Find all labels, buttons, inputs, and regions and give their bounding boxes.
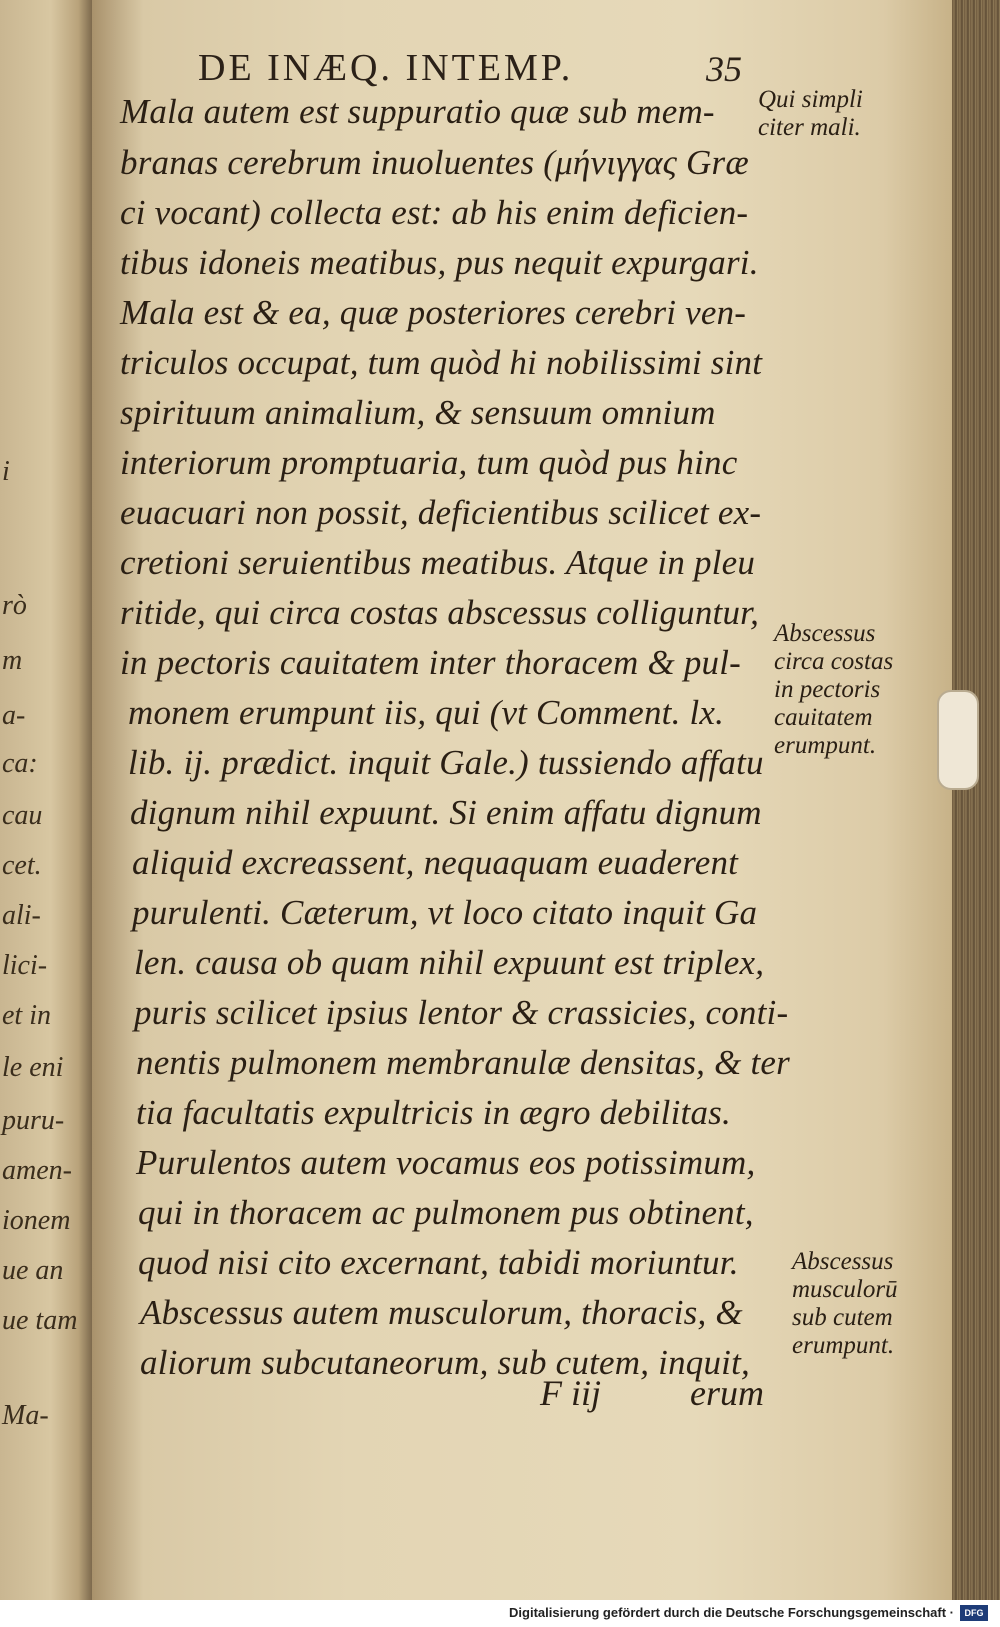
text-line: purulenti. Cæterum, vt loco citato inquit Ga [132, 893, 758, 932]
text-line: quod nisi cito excernant, tabidi moriuntur. [138, 1243, 739, 1282]
text-line: qui in thoracem ac pulmonem pus obtinent, [138, 1193, 754, 1232]
text-line: euacuari non possit, deficientibus scilicet ex- [120, 493, 762, 532]
signature-mark: F iij [540, 1373, 601, 1413]
left-page-fragment: cet. [2, 850, 42, 881]
margin-note-line: musculorū [792, 1276, 898, 1303]
text-line: lib. ij. prædict. inquit Gale.) tussiendo affatu [128, 743, 764, 782]
text-line: aliorum subcutaneorum, sub cutem, inquit, [140, 1343, 750, 1382]
text-line: triculos occupat, tum quòd hi nobilissimi sint [120, 343, 763, 382]
text-line: Abscessus autem musculorum, thoracis, & [140, 1293, 743, 1332]
text-line: Mala autem est suppuratio quæ sub mem- [120, 92, 715, 131]
text-line: nentis pulmonem membranulæ densitas, & ter [136, 1043, 790, 1082]
margin-note-line: citer mali. [758, 114, 861, 141]
left-page-fragment: puru- [2, 1105, 65, 1136]
left-page-fragment: ionem [2, 1205, 71, 1236]
text-line: puris scilicet ipsius lentor & crassicies, conti- [134, 993, 789, 1032]
text-line: tibus idoneis meatibus, pus nequit expurgari. [120, 243, 759, 282]
left-page-fragment: ali- [2, 900, 41, 931]
left-page-fragment: ue tam [2, 1305, 78, 1336]
left-page-fragment: rò [2, 590, 27, 621]
digitization-footer [0, 1600, 1000, 1627]
margin-note-line: sub cutem [792, 1304, 893, 1331]
text-line: dignum nihil expuunt. Si enim affatu dignum [130, 793, 762, 832]
left-page-fragment: cau [2, 800, 43, 831]
margin-note-line: cauitatem [774, 704, 873, 731]
margin-note [758, 86, 863, 142]
left-page-fragment: ca: [2, 748, 38, 779]
text-line: Mala est & ea, quæ posteriores cerebri ven- [120, 293, 747, 332]
page-tab-marker [937, 690, 979, 790]
margin-note-line: Qui simpli [758, 86, 863, 113]
margin-note [792, 1248, 898, 1360]
text-line: Purulentos autem vocamus eos potissimum, [136, 1143, 756, 1182]
left-page-fragment: ue an [2, 1255, 64, 1286]
text-line: interiorum promptuaria, tum quòd pus hinc [120, 443, 738, 482]
text-line: ritide, qui circa costas abscessus colliguntur, [120, 593, 760, 632]
running-header: DE INÆQ. INTEMP. [198, 47, 574, 89]
text-line: monem erumpunt iis, qui (vt Comment. lx. [128, 693, 725, 732]
margin-note-line: erumpunt. [774, 732, 877, 759]
text-line: in pectoris cauitatem inter thoracem & pul- [120, 643, 741, 682]
margin-note-line: in pectoris [774, 676, 881, 703]
page-number: 35 [706, 49, 742, 89]
left-page-fragment: et in [2, 1000, 51, 1031]
left-page-fragment: m [2, 645, 23, 676]
text-line: aliquid excreassent, nequaquam euaderent [132, 843, 739, 882]
margin-note-line: erumpunt. [792, 1332, 895, 1359]
text-line: tia facultatis expultricis in ægro debilitas. [136, 1093, 731, 1132]
text-line: cretioni seruientibus meatibus. Atque in pleu [120, 543, 756, 582]
left-page-fragment: i [2, 456, 10, 487]
catchword: erum [690, 1373, 764, 1413]
margin-note-line: Abscessus [774, 620, 876, 647]
text-line: ci vocant) collecta est: ab his enim deficien- [120, 193, 749, 232]
left-page-fragment: amen- [2, 1155, 72, 1186]
text-line: spirituum animalium, & sensuum omnium [120, 393, 716, 432]
margin-note [774, 620, 893, 760]
text-line: branas cerebrum inuoluentes (μήνιγγας Græ [120, 143, 749, 182]
left-page-fragment: a- [2, 700, 26, 731]
page-edges [952, 0, 1000, 1600]
text-line: len. causa ob quam nihil expuunt est triplex, [134, 943, 765, 982]
dfg-logo: DFG [960, 1605, 988, 1621]
left-page-fragment: le eni [2, 1052, 64, 1083]
left-page-fragment: lici- [2, 950, 48, 981]
margin-note-line: circa costas [774, 648, 894, 675]
left-page-edge [0, 0, 92, 1600]
left-page-fragment: Ma- [2, 1400, 49, 1431]
footer-credit: Digitalisierung gefördert durch die Deutsche Forschungsgemeinschaft · [509, 1605, 954, 1620]
margin-note-line: Abscessus [792, 1248, 894, 1275]
